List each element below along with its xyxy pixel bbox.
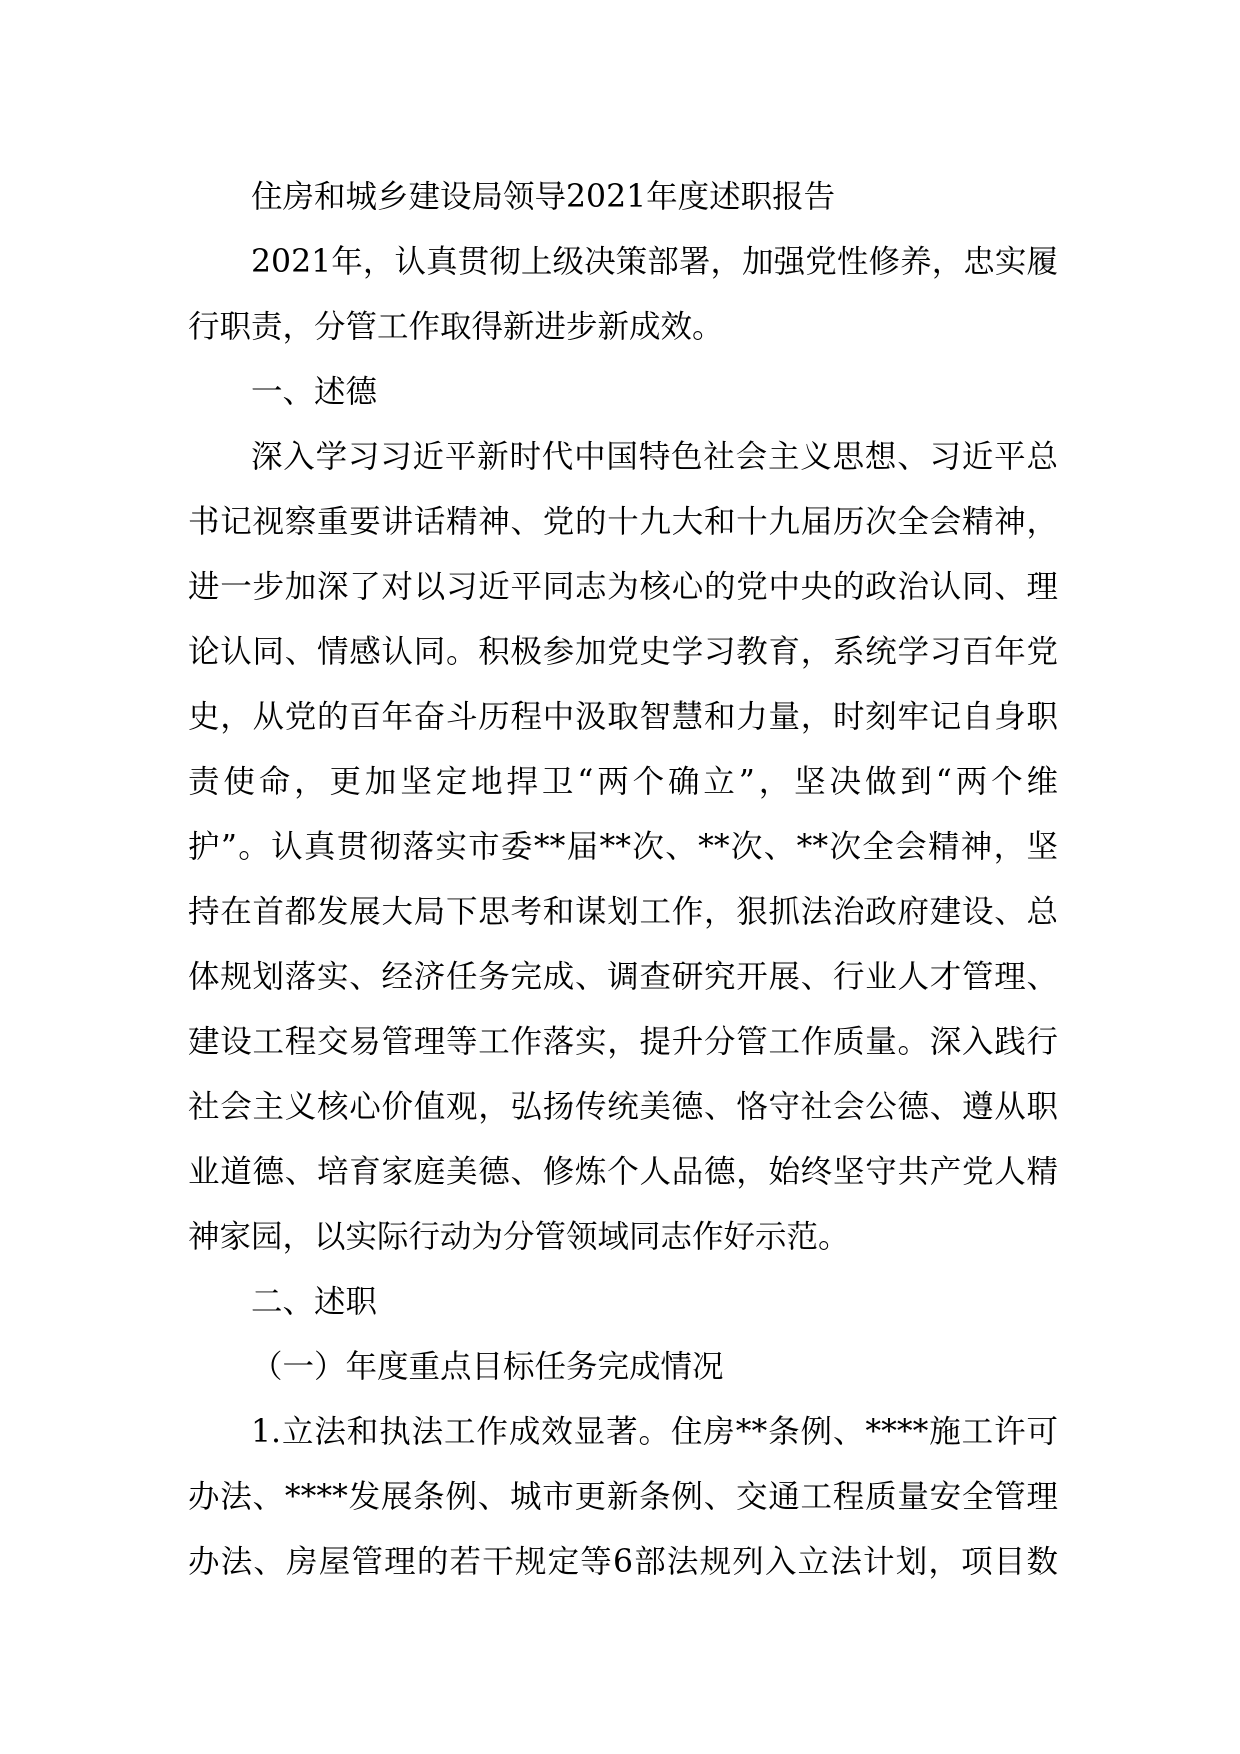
paragraph-line: 责使命，更加坚定地捍卫“两个确立”，坚决做到“两个维 bbox=[188, 764, 1058, 800]
paragraph-line: 书记视察重要讲话精神、党的十九大和十九届历次全会精神， bbox=[188, 504, 1058, 540]
paragraph-line: 深入学习习近平新时代中国特色社会主义思想、习近平总 bbox=[251, 439, 1058, 475]
document-title: 住房和城乡建设局领导2021年度述职报告 bbox=[251, 179, 836, 215]
document-body bbox=[188, 165, 1058, 1595]
paragraph-line: 建设工程交易管理等工作落实，提升分管工作质量。深入践行 bbox=[188, 1024, 1058, 1060]
paragraph-line: 进一步加深了对以习近平同志为核心的党中央的政治认同、理 bbox=[188, 569, 1058, 605]
paragraph-line: 论认同、情感认同。积极参加党史学习教育，系统学习百年党 bbox=[188, 634, 1058, 670]
paragraph-line: 1.立法和执法工作成效显著。住房**条例、****施工许可 bbox=[251, 1414, 1058, 1450]
intro-line: 行职责，分管工作取得新进步新成效。 bbox=[188, 309, 724, 345]
paragraph-line: 持在首都发展大局下思考和谋划工作，狠抓法治政府建设、总 bbox=[188, 894, 1058, 930]
paragraph-line: 社会主义核心价值观，弘扬传统美德、恪守社会公德、遵从职 bbox=[188, 1089, 1058, 1125]
intro-line: 2021年，认真贯彻上级决策部署，加强党性修养，忠实履 bbox=[251, 244, 1058, 280]
paragraph-line: 业道德、培育家庭美德、修炼个人品德，始终坚守共产党人精 bbox=[188, 1154, 1058, 1190]
paragraph-line: 史，从党的百年奋斗历程中汲取智慧和力量，时刻牢记自身职 bbox=[188, 699, 1058, 735]
section-heading: 二、述职 bbox=[251, 1284, 378, 1320]
subsection-heading: （一）年度重点目标任务完成情况 bbox=[251, 1349, 724, 1385]
section-heading: 一、述德 bbox=[251, 374, 378, 410]
paragraph-line: 神家园，以实际行动为分管领域同志作好示范。 bbox=[188, 1219, 850, 1255]
paragraph-line: 体规划落实、经济任务完成、调查研究开展、行业人才管理、 bbox=[188, 959, 1058, 995]
paragraph-line: 办法、****发展条例、城市更新条例、交通工程质量安全管理 bbox=[188, 1479, 1058, 1515]
paragraph-line: 护”。认真贯彻落实市委**届**次、**次、**次全会精神，坚 bbox=[188, 829, 1058, 865]
paragraph-line: 办法、房屋管理的若干规定等6部法规列入立法计划，项目数 bbox=[188, 1544, 1058, 1580]
